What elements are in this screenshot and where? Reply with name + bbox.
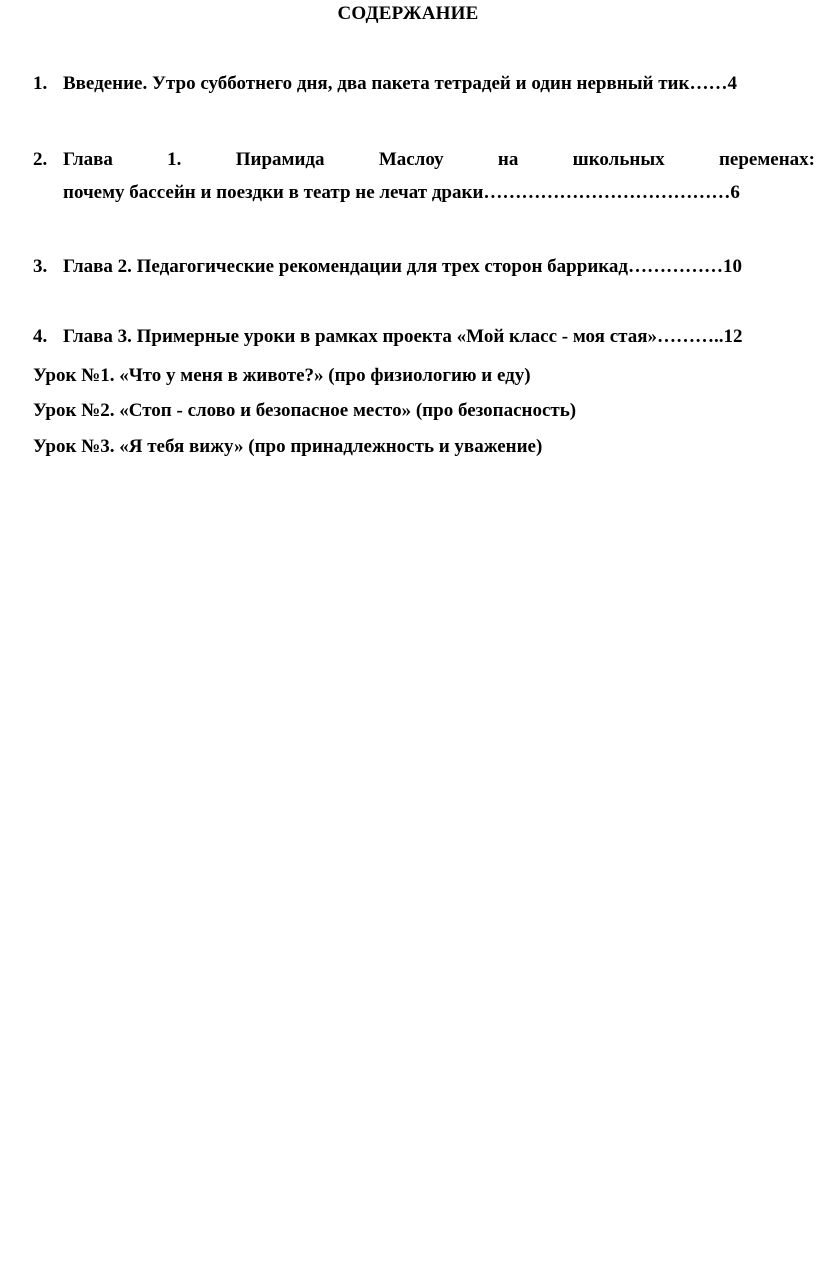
page-title: СОДЕРЖАНИЕ xyxy=(337,3,479,24)
entry-word: на xyxy=(497,149,519,170)
entry-word: школьных xyxy=(572,149,665,170)
entry-number: 3. xyxy=(33,256,48,277)
entry-text: почему бассейн и поездки в театр не лечат драки…………………………………6 xyxy=(63,182,740,203)
entry-word: Глава xyxy=(63,149,113,170)
entry-text: Глава 3. Примерные уроки в рамках проекта «Мой класс - моя стая»………..12 xyxy=(63,326,743,347)
lesson-item: Урок №3. «Я тебя вижу» (про принадлежность и уважение) xyxy=(33,436,543,457)
toc-entry-chapter-1-line-1 xyxy=(63,149,815,171)
entry-number: 4. xyxy=(33,326,48,347)
lesson-item: Урок №2. «Стоп - слово и безопасное место» (про безопасность) xyxy=(33,400,577,421)
entry-text: Введение. Утро субботнего дня, два пакета тетрадей и один нервный тик……4 xyxy=(63,73,737,94)
entry-word: переменах: xyxy=(718,149,815,170)
entry-word: 1. xyxy=(167,149,182,170)
entry-text: Глава 2. Педагогические рекомендации для трех сторон баррикад……………10 xyxy=(63,256,743,277)
lesson-item: Урок №1. «Что у меня в животе?» (про физиологию и еду) xyxy=(33,365,531,386)
entry-word: Маслоу xyxy=(378,149,444,170)
toc-entry-chapter-1-line-2 xyxy=(63,182,816,204)
entry-word: Пирамида xyxy=(235,149,325,170)
entry-number: 2. xyxy=(33,149,48,170)
entry-number: 1. xyxy=(33,73,48,94)
